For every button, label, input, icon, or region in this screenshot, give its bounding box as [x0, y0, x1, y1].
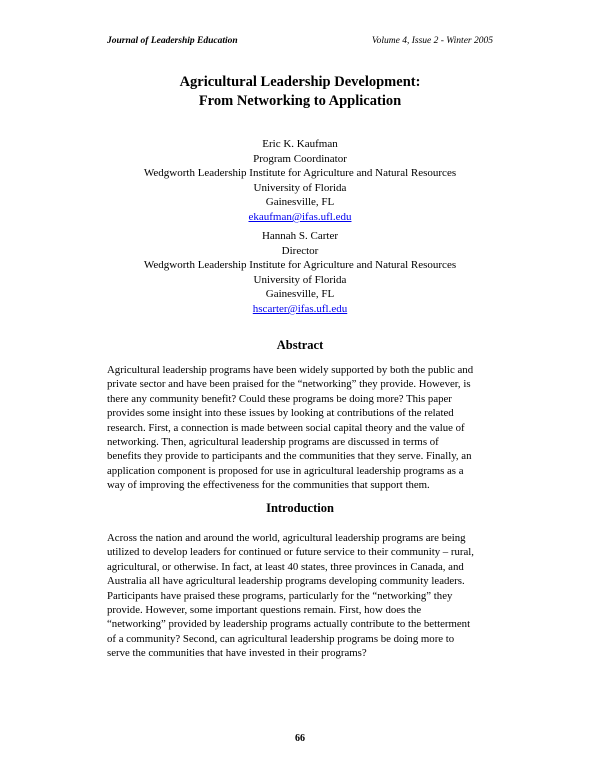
introduction-heading: Introduction	[266, 501, 334, 515]
author-role: Director	[281, 244, 319, 257]
text-line: provides some insight into these issues by looking at contributions of the related	[107, 407, 454, 420]
author-university: University of Florida	[253, 181, 347, 194]
text-line: benefits they provide to participants and the communities that they serve. Finally, an	[107, 450, 472, 463]
text-line: Australia all have agricultural leadership programs developing community leaders.	[107, 575, 465, 588]
introduction-body	[107, 531, 499, 661]
text-line: of a community? Second, can agricultural leadership programs be doing more to	[107, 632, 455, 645]
text-line: Across the nation and around the world, agricultural leadership programs are being	[107, 532, 466, 544]
paper-title	[0, 73, 600, 111]
author-institute: Wedgworth Leadership Institute for Agriculture and Natural Resources	[143, 167, 457, 180]
text-line: there any community benefit? Could these programs be doing more? This paper	[107, 392, 452, 405]
text-line: application component is proposed for use in agricultural leadership programs as a	[107, 464, 464, 477]
text-line: “networking” provided by leadership programs actually contribute to the betterment	[107, 618, 471, 631]
author-block	[0, 137, 600, 225]
text-line: way of improving the effectiveness for the communities that support them.	[107, 479, 430, 492]
text-line: agricultural, or otherwise. In fact, at least 40 states, three provinces in Canada, and	[107, 560, 464, 573]
author-location: Gainesville, FL	[265, 288, 335, 301]
author-block	[0, 229, 600, 317]
author-university: University of Florida	[253, 273, 347, 286]
text-line: provide. However, some important questions remain. First, how does the	[107, 604, 422, 617]
text-line: private sector and have been praised for the “networking” they provide. However, is	[107, 378, 471, 391]
author-location: Gainesville, FL	[265, 196, 335, 209]
author-name: Hannah S. Carter	[261, 230, 339, 242]
page-number: 66	[295, 733, 305, 744]
title-line-1: Agricultural Leadership Development:	[179, 74, 421, 90]
text-line: networking. Then, agricultural leadership programs are discussed in terms of	[107, 436, 439, 449]
author-email-link[interactable]: ekaufman@ifas.ufl.edu	[248, 210, 352, 223]
text-line: research. First, a connection is made between social capital theory and the value of	[107, 421, 465, 434]
text-line: utilized to develop leaders for continued or future service to their community – rural,	[107, 546, 474, 559]
title-line-2: From Networking to Application	[198, 93, 402, 109]
journal-name: Journal of Leadership Education	[107, 36, 238, 46]
author-role: Program Coordinator	[253, 152, 347, 165]
author-name: Eric K. Kaufman	[262, 138, 338, 150]
running-header	[107, 36, 493, 46]
abstract-body	[107, 363, 499, 493]
volume-issue: Volume 4, Issue 2 - Winter 2005	[371, 36, 493, 46]
author-email-link[interactable]: hscarter@ifas.ufl.edu	[252, 302, 348, 315]
text-line: Agricultural leadership programs have been widely supported by both the public and	[107, 364, 474, 376]
text-line: Participants have praised these programs, particularly for the “networking” they	[107, 589, 453, 602]
text-line: serve the communities that have invested in their programs?	[107, 647, 367, 660]
author-institute: Wedgworth Leadership Institute for Agriculture and Natural Resources	[143, 259, 457, 272]
abstract-heading: Abstract	[276, 338, 324, 352]
